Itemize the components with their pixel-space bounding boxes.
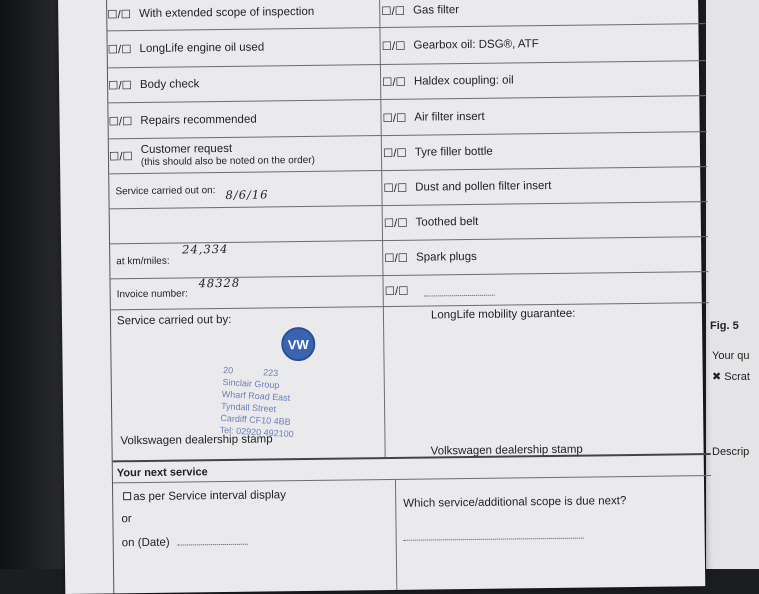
longlife-stamp-label: Volkswagen dealership stamp [430,443,583,458]
item-label: Toothed belt [415,215,479,229]
checkbox-icon[interactable]: ☐/☐ [107,44,132,57]
km-miles-field [110,241,382,278]
checkbox-icon[interactable]: ☐/☐ [381,5,406,19]
checkbox-icon[interactable]: ☐/☐ [382,147,407,161]
right-page [706,0,759,569]
checklist-item [382,96,706,135]
checklist-item [383,132,707,170]
checkbox-icon[interactable]: ☐/☐ [107,9,132,22]
checklist-item [382,61,706,99]
service-record-page [58,0,705,594]
column-divider [383,307,386,457]
item-label: Spark plugs [416,250,477,264]
section-divider [113,452,711,462]
figure-label: Fig. 5 [710,320,739,332]
checkbox-icon[interactable]: ☐/☐ [384,252,409,266]
service-date-label: Service carried out on: [115,184,216,197]
checklist-item [108,100,380,138]
checklist-item [384,202,708,240]
description-text: Descrip [712,446,750,458]
item-label: With extended scope of inspection [139,5,315,21]
scratch-text: ✖ Scrat [712,371,750,383]
dealer-stamp: 20 223 Sinclair Group Wharf Road East Tyndall Street Cardiff CF10 4BB Tel: 02920 492100 [219,365,294,440]
checklist-item [383,167,707,205]
checklist-item [107,0,379,30]
next-service-option: as per Service interval display [119,489,286,503]
your-quote-text: Your qu [712,350,750,362]
item-label: Haldex coupling: oil [413,74,514,88]
km-miles-label: at km/miles: [116,255,170,267]
invoice-field [110,276,382,309]
background-left [0,0,64,569]
checklist-item [381,24,705,64]
or-label: or [121,513,132,526]
item-label: Body check [139,78,200,92]
service-by-label: Service carried out by: [116,313,232,328]
blank-line [424,284,494,296]
item-label: Repairs recommended [140,113,257,127]
date-line[interactable] [178,534,248,546]
checkbox-icon[interactable]: ☐/☐ [383,182,408,196]
checklist-item [381,0,705,27]
item-label: Tyre filler bottle [414,145,493,159]
checklist-item [384,272,708,306]
item-label: Customer request (this should also be noted on the order) [140,142,315,168]
item-label: LongLife engine oil used [139,41,265,56]
checkbox-icon[interactable]: ☐/☐ [384,285,409,299]
item-label: Gearbox oil: DSG®, ATF [413,38,539,52]
checkbox-icon[interactable]: ☐/☐ [108,151,133,164]
km-miles-value[interactable]: 24,334 [182,241,229,257]
service-date-value[interactable]: 8/6/16 [225,187,269,202]
blank-cell [110,206,382,243]
item-label: Gas filter [412,4,460,17]
invoice-label: Invoice number: [116,287,188,300]
checkbox-icon[interactable]: ☐/☐ [382,112,407,125]
checklist-item [107,28,379,67]
checkbox-icon[interactable]: ☐/☐ [108,80,133,93]
checkbox-icon[interactable]: ☐/☐ [108,115,133,128]
dealer-stamp-label: Volkswagen dealership stamp [120,433,273,448]
checkbox-icon[interactable]: ☐/☐ [381,40,406,54]
next-service-title: Your next service [116,466,208,480]
checkbox-icon[interactable] [123,492,131,500]
checkbox-icon[interactable]: ☐/☐ [383,217,408,231]
checklist-item [108,65,380,102]
next-service-question: Which service/additional scope is due next? [403,495,627,510]
checklist-item [384,237,708,275]
column-divider [395,480,397,590]
service-table [106,0,712,593]
checklist-item [109,136,381,173]
item-label: Air filter insert [414,110,485,124]
checkbox-icon[interactable]: ☐/☐ [382,76,407,90]
item-label: Dust and pollen filter insert [415,179,552,194]
vw-logo-icon: VW [281,327,315,361]
invoice-value[interactable]: 48328 [198,275,241,291]
on-date-label: on (Date) [122,534,248,550]
longlife-guarantee-title: LongLife mobility guarantee: [430,307,576,322]
answer-line[interactable] [404,528,584,544]
